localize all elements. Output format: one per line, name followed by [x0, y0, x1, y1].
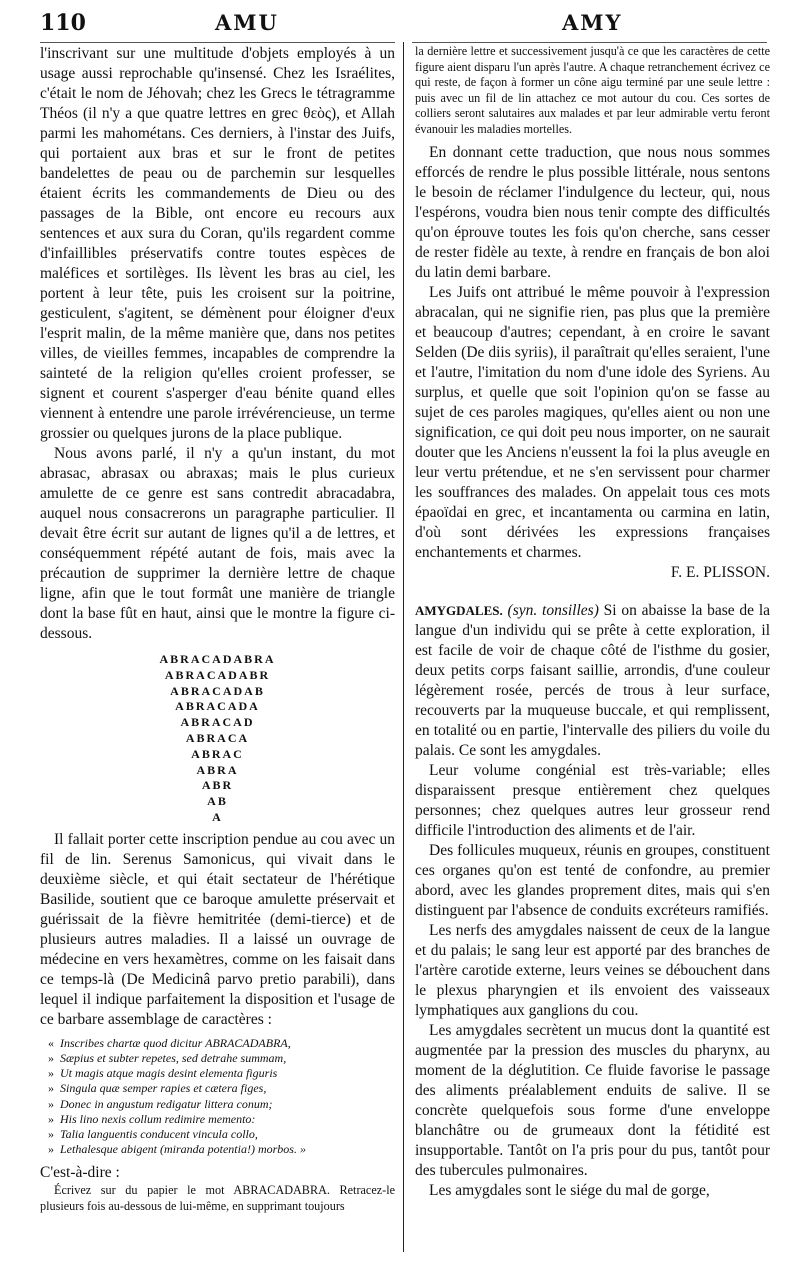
verse-line: » Donec in angustum redigatur littera conum; [48, 1096, 273, 1111]
pyramid-line: AB [207, 794, 228, 809]
pyramid-line: ABRA [196, 762, 239, 777]
paragraph: Les nerfs des amygdales naissent de ceux de la langue et du palais; le sang leur est apporté par des branches de l'artère carotide externe, leurs veines se débouchent dans le plexus pharyngien et ils envoient des vaisseaux lymphatiques aux ganglions du cou. [415, 922, 770, 1019]
paragraph: Des follicules muqueux, réunis en groupes, constituent ces organes qu'on est tenté de confondre, au premier abord, avec les glandes proprement dites, mais qui s'en distinguent par l'absence de conduits excréteurs ramifiés. [415, 842, 770, 919]
entry-paragraph [415, 601, 770, 761]
entry-headword: AMYGDALES. [415, 603, 503, 618]
pyramid-line: ABR [201, 778, 234, 793]
header-rule-left [40, 42, 395, 43]
pyramid-line: ABRACADABR [164, 667, 271, 682]
translation-continued: la dernière lettre et successivement jusqu'à ce que les caractères de cette figure aient disparu l'un après l'autre. A chaque retranchement écrivez ce qui reste, de façon à former un cône aigu terminé par une seule lettre : puis avec un fil de lin attachez ce mot autour du cou. Ces sortes de colliers seront salutaires aux malades et par leur admirable vertu feront évanouir les maladies mortelles. [415, 44, 770, 136]
quote-mark: » [48, 1111, 54, 1126]
pyramid-line: ABRAC [191, 746, 244, 761]
quote-mark: » [48, 1050, 54, 1065]
verse-line: » His lino nexis collum redimire memento: [48, 1111, 256, 1126]
paragraph: Leur volume congénial est très-variable; elles disparaissent presque entièrement chez quelques personnes; chez quelques autres leur grosseur rend difficile l'introduction des aliments et de l'air. [415, 762, 770, 839]
quote-mark: » [48, 1081, 54, 1096]
header-rule-right [412, 42, 767, 43]
quote-mark: » [48, 1096, 54, 1111]
quote-mark: » [48, 1142, 54, 1157]
right-column [415, 44, 770, 1201]
paragraph: En donnant cette traduction, que nous nous sommes efforcés de rendre le plus possible littérale, nous sentons le besoin de réclamer l'indulgence du lecteur, qui, nous l'espérons, voudra bien nous tenir compte des difficultés qu'on éprouve toutes les fois qu'on cherche, sans cesser de rester fidèle au texte, à rendre en français de bon aloi du latin demi barbare. [415, 144, 770, 281]
paragraph-label: C'est-à-dire : [40, 1164, 120, 1182]
entry-text: Si on abaisse la base de la langue d'un individu qui se prête à cette exploration, il est facile de voir de chaque côté de l'isthme du gosier, deux petits corps faisant saillie, arrondis, d'une couleur légèrement rosée, percés de trous à leur surface, recouverts par la muqueuse buccale, et qui remplissent, en totalité ou en partie, l'intervalle des piliers du voile du palais. Ce sont les amygdales. [415, 602, 771, 759]
latin-verse-quote [40, 1036, 395, 1158]
column-divider [403, 42, 404, 1252]
quote-mark: » [48, 1066, 54, 1081]
verse-line: » Talia languentis conducent vincula collo, [48, 1126, 258, 1141]
pyramid-line: ABRACADAB [170, 683, 265, 698]
running-head-right: AMY [562, 10, 623, 35]
paragraph: Les amygdales secrètent un mucus dont la quantité est augmentée par la pression des muscles du pharynx, au moment de la déglutition. Ce fluide favorise le passage des aliments préalablement enduits de salive. Il se concrète quelquefois sous forme d'une enveloppe blanchâtre ou de grumeaux dont la fétidité est insupportable. Tantôt on l'a pris pour du pus, tantôt pour des tubercules pulmonaires. [415, 1022, 770, 1179]
translation-paragraph: Écrivez sur du papier le mot ABRACADABRA. Retracez-le plusieurs fois au-dessous de lui-même, en supprimant toujours [40, 1183, 395, 1213]
entry-separator [415, 583, 770, 601]
paragraph: Il fallait porter cette inscription pendue au cou avec un fil de lin. Serenus Samonicus, qui vivait dans le deuxième siècle, et qui était sectateur de l'hérétique Basilide, soutient que ce baroque amulette préservait et guérissait de la fièvre hemitritée (demi-tierce) et de plusieurs autres maladies. Il a laissé un ouvrage de médecine en vers hexamètres, comme on les faisait dans ce temps-là (De Medicinâ parvo pretio parabili), dans lequel il indique parfaitement la disposition et l'usage de ce barbare assemblage de caractères : [40, 830, 395, 1028]
quote-mark: « [48, 1035, 54, 1050]
paragraph: Nous avons parlé, il n'y a qu'un instant, du mot abrasac, abrasax ou abraxas; mais le plus curieux amulette de ce genre est sans contredit abracadabra, auquel nous consacrerons un paragraphe particulier. Il devait être écrit sur autant de lignes qu'il a de lettres, et conséquemment répété autant de fois, mais avec la précaution de supprimer la dernière lettre de chaque ligne, afin que le tout formât une manière de triangle dont la base fût en haut, ainsi que le montre la figure ci-dessous. [40, 445, 395, 642]
paragraph: Les amygdales sont le siége du mal de gorge, [429, 1182, 710, 1199]
pyramid-line: ABRACA [185, 730, 250, 745]
verse-line: » Ut magis atque magis desint elementa figuris [48, 1066, 278, 1081]
page-number: 110 [40, 10, 86, 36]
verse-line: » Lethalesque abigent (miranda potentia!) morbos. » [48, 1142, 306, 1157]
abracadabra-triangle [40, 652, 395, 826]
pyramid-line: ABRACAD [180, 715, 255, 730]
verse-line: « Inscribes chartæ quod dicitur ABRACADABRA, [48, 1035, 291, 1050]
pyramid-line: ABRACADABRA [159, 652, 276, 666]
verse-line: » Singula quæ semper rapies et cætera figes, [48, 1081, 267, 1096]
entry-synonym: (syn. tonsilles) [507, 602, 599, 619]
paragraph: Les Juifs ont attribué le même pouvoir à l'expression abracalan, qui ne signifie rien, pas plus que la première et beaucoup d'autres; cependant, à en croire le savant Selden (De diis syriis), il paraîtrait qu'elles seraient, l'une et l'autre, l'imitation du nom d'une idole des Syriens. Au surplus, et quelle que soit l'opinion qu'on se fasse au sujet de ces paroles magiques, qu'elles aient ou non une signification, ce qui doit peu nous importer, on ne saurait douter que les Anciens n'eussent la foi la plus aveugle en leur vertu prétendue, et ne s'en servissent pour charmer les souffrances des malades. On appelait tous ces mots épaoïdai en grec, et incantamenta ou carmina en latin, d'où sont dérivées les expressions françaises enchantements et charmes. [415, 284, 770, 561]
paragraph: l'inscrivant sur une multitude d'objets employés à un usage aussi reprochable qu'insensé. Chez les Israélites, c'était le nom de Jéhovah; chez les Grecs le tétragramme Théos (il n'y a que quatre lettres en grec θεὸς), et Allah parmi les mahométans. Ces derniers, à l'instar des Juifs, qui portaient aux bras et sur le front de petites bandelettes de peau ou de parchemin sur lesquelles étaient écrits les commandements de Dieu ou des passages de la Bible, ont encore eu recours aux sentences et aux sura du Coran, qu'ils regardent comme d'infaillibles préservatifs contre toutes espèces de maléfices et sortilèges. Ils lèvent les bras au ciel, les portent à leur tête, puis les croisent sur la poitrine, gesticulent, s'agitent, se démènent pour éloigner d'eux l'esprit malin, de la même manière que, dans nos petites villes, de vieilles femmes, incapables de comprendre la sainteté de la religion qu'elles croient professer, se signent et courent s'asperger d'eau bénite quand elles viennent à entendre une parole irrévérencieuse, un terme grossier ou quelques jurons de la place publique. [40, 45, 395, 442]
pyramid-line: A [212, 809, 223, 824]
pyramid-line: ABRACADA [175, 699, 260, 714]
author-signature: F. E. PLISSON. [670, 564, 770, 581]
verse-line: » Sæpius et subter repetes, sed detrahe summam, [48, 1050, 287, 1065]
left-column [40, 44, 395, 1214]
quote-mark: » [48, 1126, 54, 1141]
running-head-left: AMU [215, 10, 279, 35]
